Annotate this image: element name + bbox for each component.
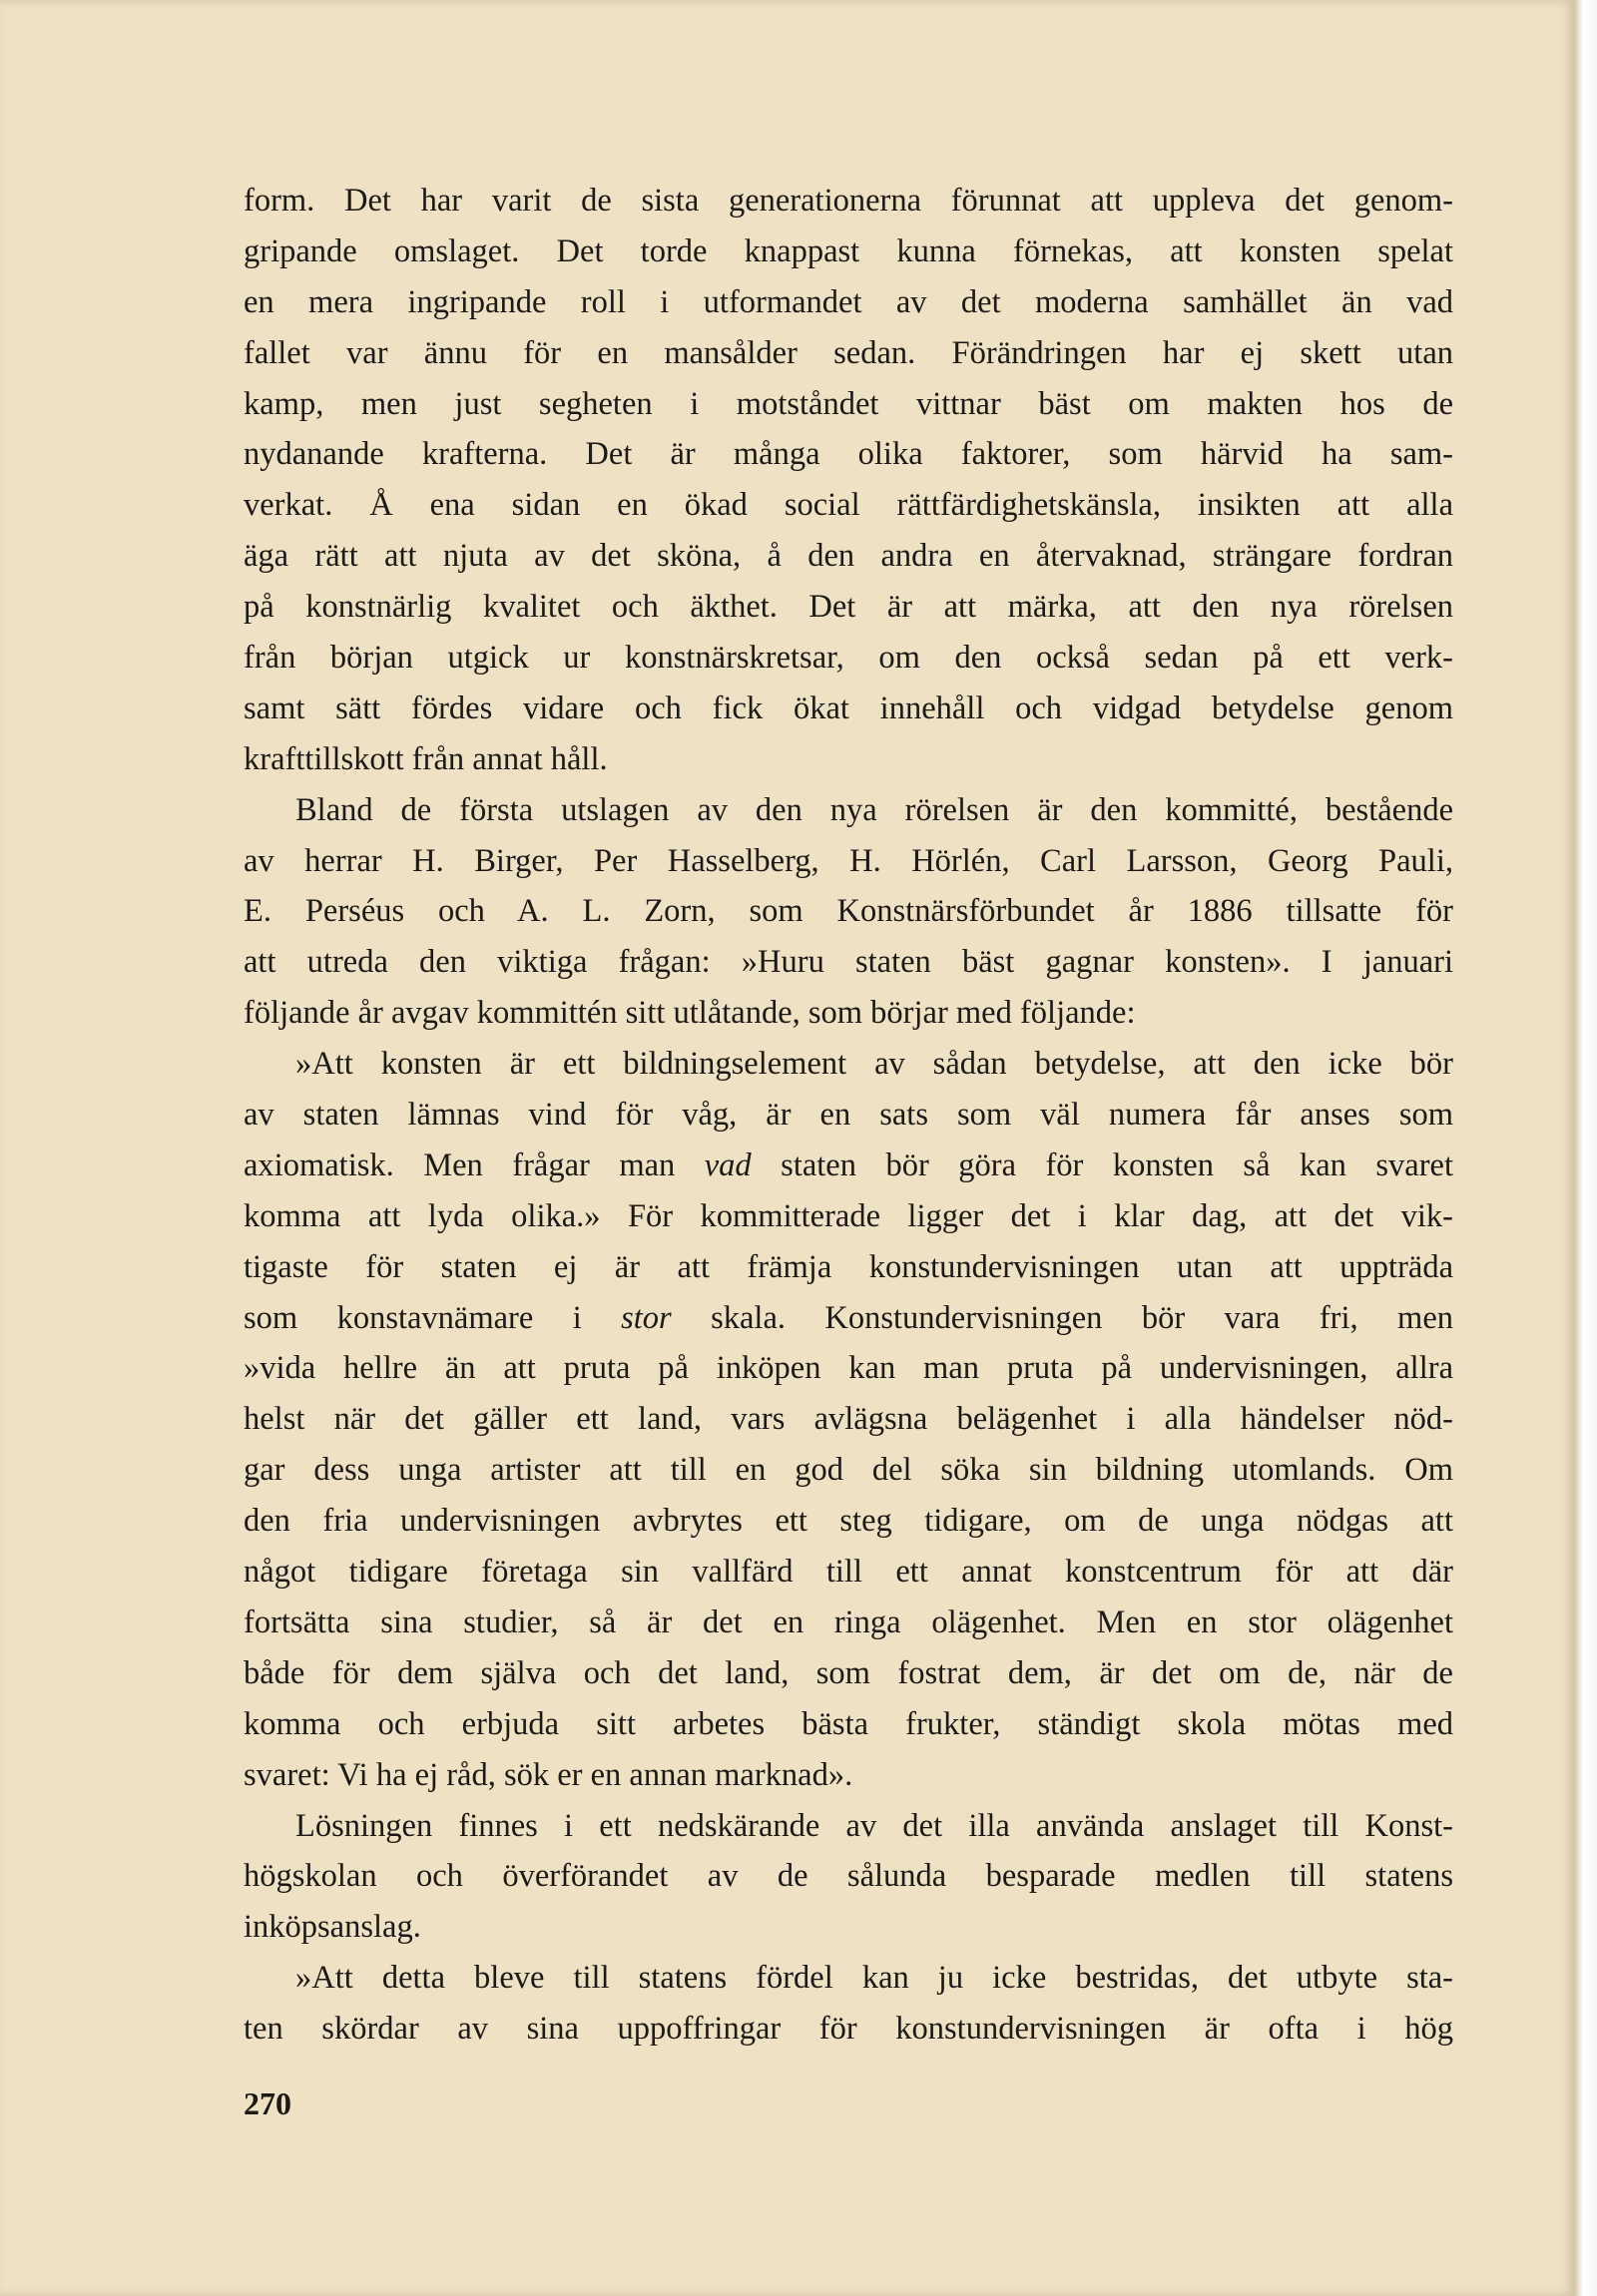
text-span: en mera ingripande roll i utformandet av det moderna samhället än vad	[244, 283, 1453, 320]
text-span: svaret: Vi ha ej råd, sök er en annan marknad».	[244, 1756, 853, 1793]
text-line	[244, 1090, 1453, 1141]
text-span: verkat. Å ena sidan en ökad social rättfärdighetskänsla, insikten att alla	[244, 487, 1453, 524]
text-span: Lösningen finnes i ett nedskärande av det illa använda anslaget till Konst-	[295, 1807, 1453, 1844]
text-span: »Att detta bleve till statens fördel kan ju icke bestridas, det utbyte sta-	[295, 1960, 1453, 1997]
text-line	[244, 1902, 1453, 1953]
text-line	[244, 836, 1453, 887]
text-line	[244, 1547, 1453, 1598]
text-line	[244, 937, 1453, 988]
text-span: gripande omslaget. Det torde knappast kunna förnekas, att konsten spelat	[244, 232, 1453, 269]
text-line	[244, 1598, 1453, 1648]
text-span: nydanande krafterna. Det är många olika faktorer, som härvid ha sam-	[244, 436, 1453, 473]
text-span: »vida hellre än att pruta på inköpen kan man pruta på undervisningen, allra	[244, 1350, 1453, 1387]
text-line	[244, 1750, 1453, 1801]
text-span: form. Det har varit de sista generationerna förunnat att uppleva det genom-	[244, 183, 1453, 219]
text-line	[244, 1343, 1453, 1394]
text-span: komma och erbjuda sitt arbetes bästa frukter, ständigt skola mötas med	[244, 1705, 1453, 1742]
page-number: 270	[244, 2085, 291, 2121]
text-span: att utreda den viktiga frågan: »Huru staten bäst gagnar konsten». I januari	[244, 944, 1453, 981]
text-line	[244, 531, 1453, 582]
text-line	[244, 227, 1453, 277]
text-line	[244, 582, 1453, 633]
text-span: Bland de första utslagen av den nya rörelsen är den kommitté, bestående	[295, 791, 1453, 828]
text-line	[244, 1801, 1453, 1852]
page-edge	[1575, 0, 1597, 2296]
text-span: gar dess unga artister att till en god del söka sin bildning utomlands. Om	[244, 1452, 1453, 1489]
text-span: på konstnärlig kvalitet och äkthet. Det är att märka, att den nya rörelsen	[244, 589, 1453, 626]
text-span: staten bör göra för konsten så kan svaret	[751, 1147, 1453, 1183]
text-line	[244, 1953, 1453, 2004]
text-span: både för dem själva och det land, som fostrat dem, är det om de, när de	[244, 1654, 1453, 1691]
text-line	[244, 886, 1453, 937]
text-line	[244, 1039, 1453, 1090]
text-span: äga rätt att njuta av det sköna, å den andra en återvaknad, strängare fordran	[244, 538, 1453, 575]
text-line	[244, 328, 1453, 379]
text-span: något tidigare företaga sin vallfärd till ett annat konstcentrum för att där	[244, 1554, 1453, 1591]
text-span: ten skördar av sina uppoffringar för konstundervisningen är ofta i hög	[244, 2011, 1453, 2048]
text-span: »Att konsten är ett bildningselement av sådan betydelse, att den icke bör	[295, 1046, 1453, 1083]
text-line	[244, 1445, 1453, 1496]
text-line	[244, 988, 1453, 1039]
text-span: av herrar H. Birger, Per Hasselberg, H. Hörlén, Carl Larsson, Georg Pauli,	[244, 842, 1453, 879]
italic-text: stor	[621, 1299, 672, 1336]
text-line	[244, 1699, 1453, 1750]
text-span: samt sätt fördes vidare och fick ökat innehåll och vidgad betydelse genom	[244, 689, 1453, 726]
text-line	[244, 734, 1453, 785]
text-line	[244, 480, 1453, 531]
text-line	[244, 1242, 1453, 1293]
text-span: helst när det gäller ett land, vars avlägsna belägenhet i alla händelser nöd-	[244, 1401, 1453, 1438]
text-line	[244, 1394, 1453, 1445]
text-line	[244, 1851, 1453, 1902]
text-line	[244, 1141, 1453, 1191]
text-span: tigaste för staten ej är att främja konstundervisningen utan att uppträda	[244, 1248, 1453, 1285]
text-line	[244, 684, 1453, 734]
text-span: fallet var ännu för en mansålder sedan. Förändringen har ej skett utan	[244, 334, 1453, 371]
text-line	[244, 633, 1453, 684]
text-span: krafttillskott från annat håll.	[244, 740, 608, 777]
text-span: fortsätta sina studier, så är det en ringa olägenhet. Men en stor olägenhet	[244, 1604, 1453, 1640]
text-line	[244, 176, 1453, 227]
text-line	[244, 1293, 1453, 1344]
text-line	[244, 1191, 1453, 1242]
text-span: följande år avgav kommittén sitt utlåtande, som börjar med följande:	[244, 995, 1136, 1032]
text-span: E. Perséus och A. L. Zorn, som Konstnärsförbundet år 1886 tillsatte för	[244, 893, 1453, 930]
text-span: inköpsanslag.	[244, 1909, 421, 1946]
text-line	[244, 1648, 1453, 1699]
text-line	[244, 379, 1453, 430]
text-line	[244, 785, 1453, 836]
italic-text: vad	[704, 1147, 752, 1183]
text-line	[244, 429, 1453, 480]
text-span: högskolan och överförandet av de sålunda besparade medlen till statens	[244, 1858, 1453, 1895]
text-span: kamp, men just segheten i motståndet vittnar bäst om makten hos de	[244, 385, 1453, 422]
body-text	[244, 176, 1453, 2055]
text-span: som konstavnämare i	[244, 1299, 622, 1336]
text-span: axiomatisk. Men frågar man	[244, 1147, 705, 1183]
text-line	[244, 2004, 1453, 2055]
text-span: från början utgick ur konstnärskretsar, om den också sedan på ett verk-	[244, 640, 1453, 677]
text-line	[244, 1496, 1453, 1547]
text-span: komma att lyda olika.» För kommitterade ligger det i klar dag, att det vik-	[244, 1197, 1453, 1234]
text-span: av staten lämnas vind för våg, är en sats som väl numera får anses som	[244, 1097, 1453, 1134]
text-span: skala. Konstundervisningen bör vara fri, men	[671, 1299, 1453, 1336]
text-span: den fria undervisningen avbrytes ett steg tidigare, om de unga nödgas att	[244, 1503, 1453, 1540]
text-line	[244, 277, 1453, 328]
